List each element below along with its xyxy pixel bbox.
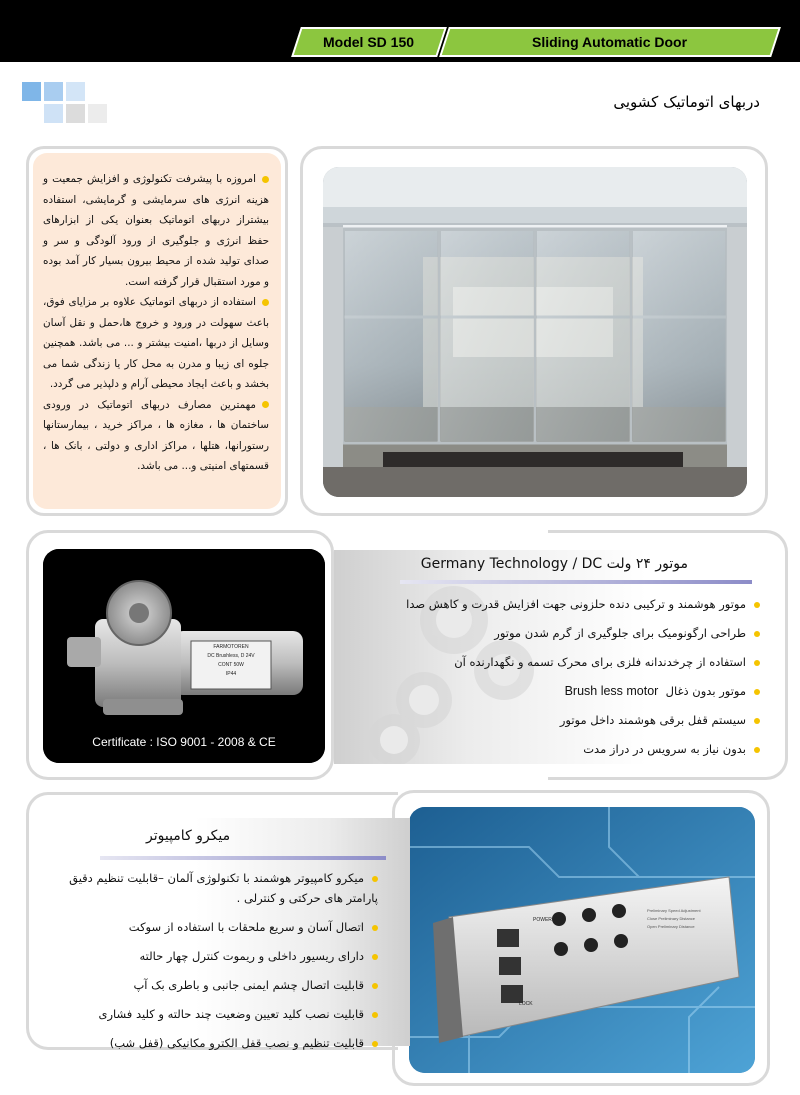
deco-square <box>66 82 85 101</box>
deco-square <box>44 104 63 123</box>
controller-photo-frame <box>392 790 770 1086</box>
bullet-icon <box>754 747 760 753</box>
intro-paragraph: مهمترین مصارف دربهای اتوماتیک در ورودی ساختمان ها ، مغازه ها ، مراکز خرید ، بیمارستانها رستورانها، هتلها ، مراکز اداری و دولتی ، بانک ها ، قسمتهای امنیتی و... می باشد. <box>43 398 269 472</box>
motor-label-plate: FARMOTOREN DC Brushless, D 24V CONT 50W IP44 <box>207 644 255 677</box>
door-photo-frame <box>300 146 768 516</box>
intro-paragraph: امروزه با پیشرفت تکنولوژی و افزایش جمعیت و هزینه انرژی های سرمایشی و گرمایشی، استفاده بیشتراز دربهای اتوماتیک بعنوان یکی از ابزارهای حفظ انرژی و جلوگیری از ورود آلودگی و سر و صدای تولید شده از محیط بیرون بسیار کار آمد بوده و مورد استقبال قرار گرفته است. <box>43 173 269 288</box>
sliding-door-photo <box>323 167 747 497</box>
power-label: POWER <box>533 917 552 923</box>
motor-photo-frame <box>26 530 334 780</box>
sliding-door-illustration <box>323 167 747 497</box>
product-label: Sliding Automatic Door <box>532 34 688 50</box>
certificate-text: Certificate : ISO 9001 - 2008 & CE <box>92 735 276 749</box>
bullet-icon <box>754 718 760 724</box>
bullet-icon <box>754 689 760 695</box>
bullet-icon <box>262 401 269 408</box>
list-item: دارای ریسیور داخلی و ریموت کنترل چهار حالته <box>60 946 378 966</box>
controller-adjustment-labels: Preliminary Speed Adjustment Close Preliminary Distance Open Preliminary Distance <box>647 908 701 929</box>
lock-label: LOCK <box>519 1001 533 1007</box>
motor-photo <box>43 549 325 763</box>
list-item: سیستم قفل برقی هوشمند داخل موتور <box>350 710 760 739</box>
list-item: قابلیت تنظیم و نصب قفل الکترو مکانیکی (قفل شب) <box>60 1033 378 1053</box>
intro-panel <box>26 146 288 516</box>
dc-motor-illustration <box>43 549 325 763</box>
motor-title-underline <box>400 580 752 584</box>
bullet-icon <box>372 876 378 882</box>
model-tab <box>291 27 447 57</box>
bullet-icon <box>372 1012 378 1018</box>
bullet-icon <box>754 660 760 666</box>
microcomputer-feature-list <box>60 868 378 1062</box>
model-label: Model SD 150 <box>323 34 415 50</box>
decorative-squares <box>22 82 112 126</box>
deco-square <box>66 104 85 123</box>
controller-photo <box>409 807 755 1073</box>
bullet-icon <box>372 983 378 989</box>
bullet-icon <box>262 299 269 306</box>
list-item: موتور بدون ذغال Brush less motor <box>350 681 760 710</box>
bullet-icon <box>754 602 760 608</box>
list-item: میکرو کامپیوتر هوشمند با تکنولوژی آلمان –قابلیت تنظیم دقیق پارامتر های حرکتی و کنترلی . <box>69 871 378 905</box>
deco-square <box>44 82 63 101</box>
intro-paragraph: استفاده از دربهای اتوماتیک علاوه بر مزایای فوق، باعث سهولت در ورود و خروج ها،حمل و نقل آسان وسایل از دربها ،امنیت بیشتر و ... می باشد. همچنین جلوه ای زیبا و مدرن به محل کار یا زندگی شما می بخشد و باعث ایجاد محیطی آرام و دلپذیر می گردد. <box>43 296 269 390</box>
microcomputer-title: میکرو کامپیوتر <box>146 828 231 844</box>
bullet-icon <box>372 925 378 931</box>
list-item: استفاده از چرخدندانه فلزی برای محرک تسمه و نگهدارنده آن <box>350 652 760 681</box>
microcomputer-title-underline <box>100 856 386 860</box>
bullet-icon <box>262 176 269 183</box>
list-item: قابلیت اتصال چشم ایمنی جانبی و باطری بک آپ <box>60 975 378 995</box>
list-item: اتصال آسان و سریع ملحقات با استفاده از سوکت <box>60 917 378 937</box>
list-item: طراحی ارگونومیک برای جلوگیری از گرم شدن موتور <box>350 623 760 652</box>
bullet-icon <box>372 954 378 960</box>
bullet-icon <box>754 631 760 637</box>
list-item: قابلیت نصب کلید تعیین وضعیت چند حالته و کلید فشاری <box>60 1004 378 1024</box>
page-title: دربهای اتوماتیک کشویی <box>613 93 760 111</box>
list-item: موتور هوشمند و ترکیبی دنده حلزونی جهت افزایش قدرت و کاهش صدا <box>350 594 760 623</box>
controller-board-illustration <box>409 807 755 1073</box>
intro-text <box>33 153 281 509</box>
product-tab <box>439 27 781 57</box>
deco-square <box>88 104 107 123</box>
motor-title: موتور ۲۴ ولت Germany Technology / DC <box>420 556 688 572</box>
motor-feature-list <box>350 594 760 768</box>
brushless-english: Brush less motor <box>564 684 659 698</box>
deco-square <box>22 82 41 101</box>
list-item: بدون نیاز به سرویس در دراز مدت <box>350 739 760 768</box>
bullet-icon <box>372 1041 378 1047</box>
